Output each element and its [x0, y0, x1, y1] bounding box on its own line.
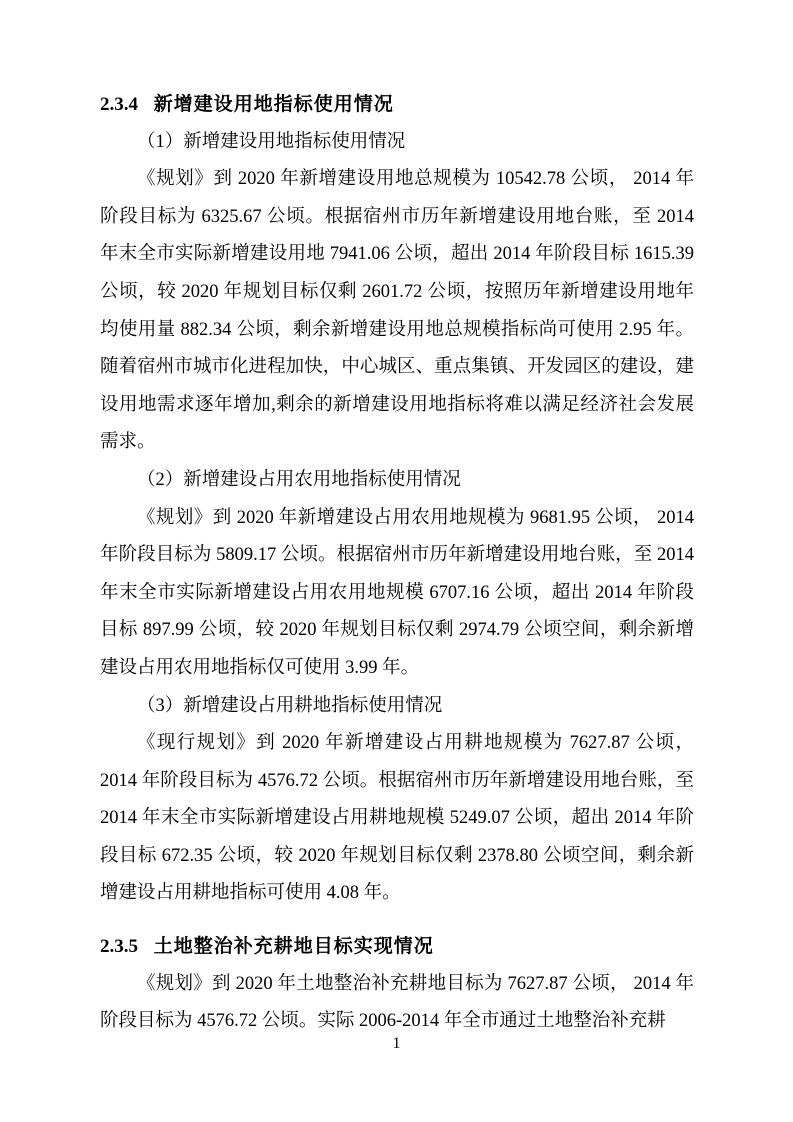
subheading-new-construction-land-use: （1）新增建设用地指标使用情况 [137, 131, 406, 152]
page-number: 1 [392, 1035, 401, 1052]
section-title: 土地整治补充耕地目标实现情况 [153, 936, 434, 958]
paragraph-cultivated-land: 《现行规划》到 2020 年新增建设占用耕地规模为 7627.87 公顷，2014 年阶段目标为 4576.72 公顷。根据宿州市历年新增建设用地台账，至 2014 年末全市实际新增建设占用耕地规模 5249.07 公顷，超出 2014 年阶段目标 672.35 公顷，较 2020 年规划目标仅剩 2378.80 公顷空间，剩余新增建设占用耕地指标可使用 4.08 年。 [100, 733, 694, 904]
paragraph-land-consolidation: 《规划》到 2020 年土地整治补充耕地目标为 7627.87 公顷， 2014 年阶段目标为 4576.72 公顷。实际 2006-2014 年全市通过土地整治补充耕 [100, 973, 694, 1032]
section-number: 2.3.5 [100, 936, 138, 958]
section-heading-2-3-4 [100, 86, 694, 124]
paragraph-agricultural-land: 《规划》到 2020 年新增建设占用农用地规模为 9681.95 公顷， 2014 年阶段目标为 5809.17 公顷。根据宿州市历年新增建设用地台账，至 2014 年末全市实际新增建设占用农用地规模 6707.16 公顷，超出 2014 年阶段目标 897.99 公顷，较 2020 年规划目标仅剩 2974.79 公顷空间，剩余新增建设占用农用地指标仅可使用 3.99 年。 [100, 507, 694, 678]
document-content [100, 86, 694, 1041]
subheading-cultivated-land-occupation: （3）新增建设占用耕地指标使用情况 [137, 695, 443, 716]
section-number: 2.3.4 [100, 94, 138, 115]
section-title: 新增建设用地指标使用情况 [153, 94, 394, 115]
subheading-agricultural-land-occupation: （2）新增建设占用农用地指标使用情况 [137, 469, 461, 490]
paragraph-new-construction-land: 《规划》到 2020 年新增建设用地总规模为 10542.78 公顷， 2014 年阶段目标为 6325.67 公顷。根据宿州市历年新增建设用地台账，至 2014 年末全市实际新增建设用地 7941.06 公顷，超出 2014 年阶段目标 1615.39 公顷，较 2020 年规划目标仅剩 2601.72 公顷，按照历年新增建设用地年均使用量 882.34 公顷，剩余新增建设用地总规模指标尚可使用 2.95 年。随着宿州市城市化进程加快，中心城区、重点集镇、开发园区的建设，建设用地需求逐年增加,剩余的新增建设用地指标将难以满足经济社会发展需求。 [100, 169, 694, 453]
section-heading-2-3-5 [100, 928, 694, 966]
